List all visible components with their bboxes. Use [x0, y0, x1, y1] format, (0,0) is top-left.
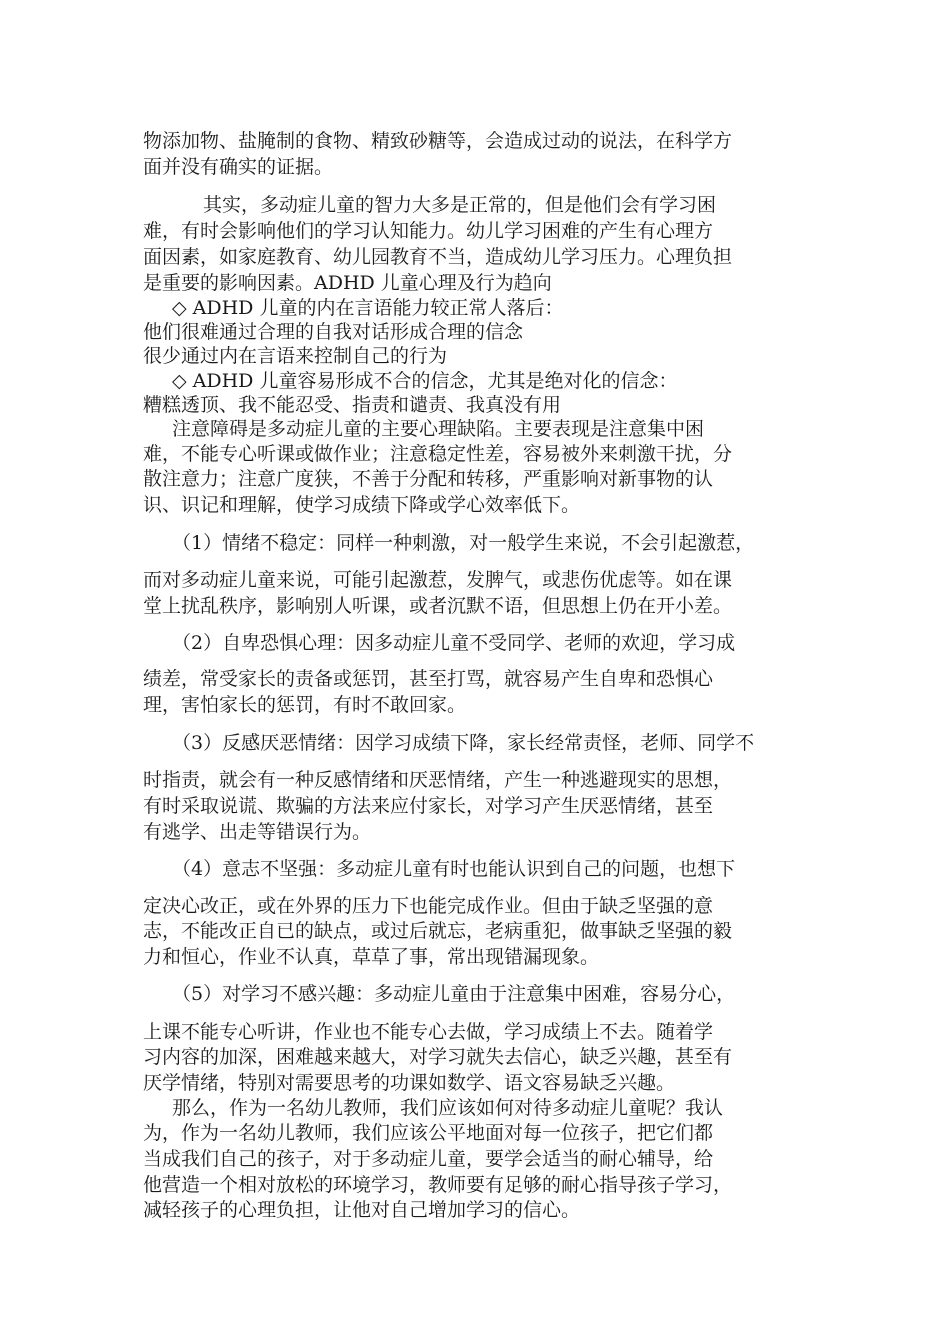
- text-line: 很少通过内在言语来控制自己的行为: [143, 345, 448, 367]
- bullet-line: ◇ ADHD 儿童的内在言语能力较正常人落后：: [172, 297, 564, 319]
- text-line: 力和恒心，作业不认真，草草了事，常出现错漏现象。: [143, 946, 600, 968]
- text-line: 识、识记和理解，使学习成绩下降或学心效率低下。: [143, 494, 581, 516]
- text-line: 难，有时会影响他们的学习认知能力。幼儿学习困难的产生有心理方: [143, 220, 714, 242]
- text-line: 他营造一个相对放松的环境学习，教师要有足够的耐心指导孩子学习，: [143, 1174, 733, 1196]
- text-line: 有逃学、出走等错误行为。: [143, 821, 372, 843]
- text-line: 糟糕透顶、我不能忍受、指责和谴责、我真没有用: [143, 394, 562, 416]
- text-line: 志，不能改正自已的缺点，或过后就忘，老病重犯，做事缺乏坚强的毅: [143, 920, 733, 942]
- text-line: 而对多动症儿童来说，可能引起激惹，发脾气，或悲伤优虑等。如在课: [143, 569, 733, 591]
- text-line: 减轻孩子的心理负担，让他对自己增加学习的信心。: [143, 1199, 581, 1221]
- text-line: 其实，多动症儿童的智力大多是正常的，但是他们会有学习困: [203, 194, 717, 216]
- text-line: 注意障碍是多动症儿童的主要心理缺陷。主要表现是注意集中困: [172, 418, 705, 440]
- text-line: 他们很难通过合理的自我对话形成合理的信念: [143, 321, 524, 343]
- text-line: 有时采取说谎、欺骗的方法来应付家长，对学习产生厌恶情绪，甚至: [143, 795, 714, 817]
- numbered-line: （4）意志不坚强：多动症儿童有时也能认识到自己的问题，也想下: [172, 858, 736, 880]
- text-line: 物添加物、盐腌制的食物、精致砂糖等，会造成过动的说法，在科学方: [143, 130, 733, 152]
- text-line: 为，作为一名幼儿教师，我们应该公平地面对每一位孩子，把它们都: [143, 1122, 714, 1144]
- text-line: 堂上扰乱秩序，影响别人听课，或者沉默不语，但思想上仍在开小差。: [143, 595, 733, 617]
- text-line: 是重要的影响因素。ADHD 儿童心理及行为趋向: [143, 272, 552, 294]
- numbered-line: （2）自卑恐惧心理：因多动症儿童不受同学、老师的欢迎，学习成: [172, 632, 736, 654]
- bullet-line: ◇ ADHD 儿童容易形成不合的信念，尤其是绝对化的信念：: [172, 370, 678, 392]
- text-line: 定决心改正，或在外界的压力下也能完成作业。但由于缺乏坚强的意: [143, 895, 714, 917]
- numbered-line: （1）情绪不稳定：同样一种刺激，对一般学生来说，不会引起激惹，: [172, 532, 755, 554]
- text-line: 厌学情绪，特别对需要思考的功课如数学、语文容易缺乏兴趣。: [143, 1072, 676, 1094]
- text-line: 难，不能专心听课或做作业；注意稳定性差，容易被外来刺激干扰，分: [143, 443, 733, 465]
- text-line: 当成我们自己的孩子，对于多动症儿童，要学会适当的耐心辅导，给: [143, 1148, 714, 1170]
- text-line: 散注意力；注意广度狭，不善于分配和转移，严重影响对新事物的认: [143, 468, 714, 490]
- text-line: 时指责，就会有一种反感情绪和厌恶情绪，产生一种逃避现实的思想，: [143, 769, 733, 791]
- text-line: 绩差，常受家长的责备或惩罚，甚至打骂，就容易产生自卑和恐惧心: [143, 668, 714, 690]
- text-line: 那么，作为一名幼儿教师，我们应该如何对待多动症儿童呢？我认: [172, 1097, 724, 1119]
- text-line: 习内容的加深，困难越来越大，对学习就失去信心，缺乏兴趣，甚至有: [143, 1046, 733, 1068]
- text-line: 上课不能专心听讲，作业也不能专心去做，学习成绩上不去。随着学: [143, 1021, 714, 1043]
- text-line: 理，害怕家长的惩罚，有时不敢回家。: [143, 694, 467, 716]
- numbered-line: （3）反感厌恶情绪：因学习成绩下降，家长经常责怪，老师、同学不: [172, 732, 755, 754]
- text-line: 面因素，如家庭教育、幼儿园教育不当，造成幼儿学习压力。心理负担: [143, 246, 733, 268]
- numbered-line: （5）对学习不感兴趣：多动症儿童由于注意集中困难，容易分心，: [172, 983, 736, 1005]
- text-line: 面并没有确实的证据。: [143, 156, 334, 178]
